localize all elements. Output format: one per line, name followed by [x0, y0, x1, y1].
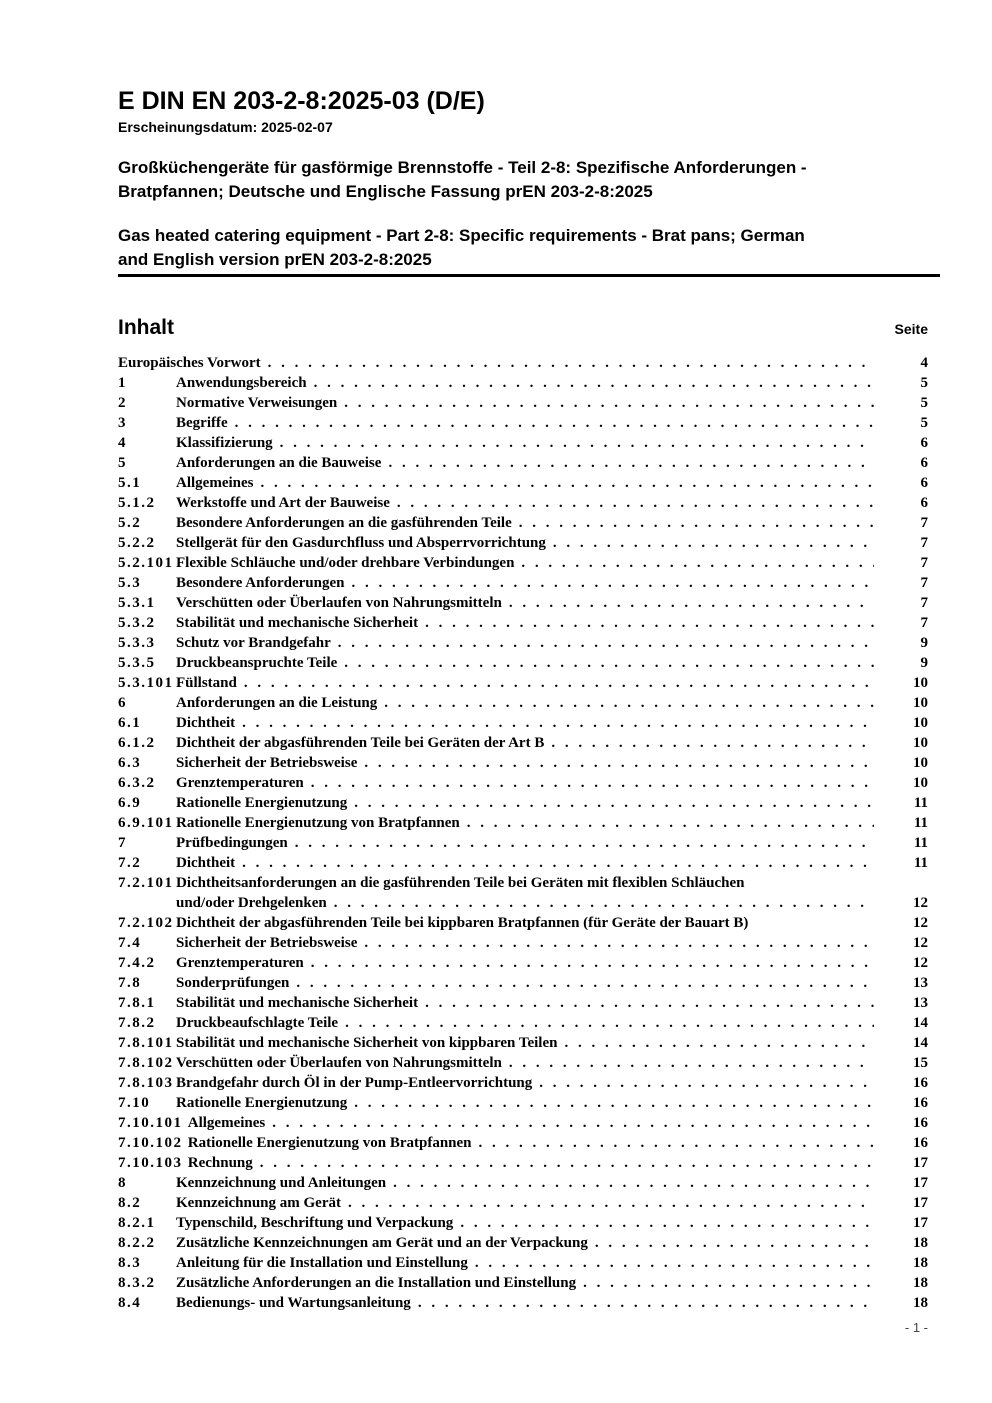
toc-leader-dots	[311, 953, 874, 973]
toc-entry-page: 16	[913, 1115, 928, 1131]
toc-entry-number: 5.3.5	[118, 655, 156, 671]
toc-entry-title: Sonderprüfungen	[176, 975, 290, 991]
toc-leader-dots	[235, 413, 874, 433]
english-title-line2: and English version prEN 203-2-8:2025	[118, 250, 432, 269]
toc-entry-page: 5	[920, 375, 928, 391]
toc-leader-dots	[384, 693, 874, 713]
toc-entry	[118, 513, 940, 533]
toc-entry-title: Anforderungen an die Bauweise	[176, 455, 382, 471]
toc-entry-number: 5.3.3	[118, 635, 156, 651]
toc-entry-page: 11	[913, 855, 928, 871]
toc-entry-title: Flexible Schläuche und/oder drehbare Verbindungen	[176, 555, 515, 571]
toc-entry-title: Prüfbedingungen	[176, 835, 288, 851]
toc-entry	[118, 973, 940, 993]
toc-entry	[118, 493, 940, 513]
toc-entry-number: 8.2.2	[118, 1235, 156, 1251]
toc-entry-title: Dichtheit	[176, 855, 236, 871]
toc-entry-page: 17	[913, 1195, 928, 1211]
toc-entry-page: 12	[913, 915, 928, 931]
toc-entry	[118, 573, 940, 593]
toc-entry	[118, 673, 940, 693]
toc-entry-number: 7.10.102	[118, 1135, 188, 1151]
toc-leader-dots	[539, 1073, 874, 1093]
toc-entry-number: 7.8.103	[118, 1075, 174, 1091]
toc-entry-title: Allgemeines	[176, 475, 254, 491]
toc-leader-dots	[314, 373, 874, 393]
toc-entry-number: 6.9.101	[118, 815, 174, 831]
toc-entry-title: Anforderungen an die Leistung	[176, 695, 378, 711]
toc-entry-title: Stabilität und mechanische Sicherheit	[176, 615, 419, 631]
toc-entry	[118, 1173, 940, 1193]
toc-leader-dots	[348, 1193, 874, 1213]
toc-entry-number: 5.2.101	[118, 555, 174, 571]
toc-entry	[118, 613, 940, 633]
toc-entry	[118, 813, 940, 833]
toc-entry	[118, 1053, 940, 1073]
toc-leader-dots	[393, 1173, 874, 1193]
toc-entry	[118, 413, 940, 433]
toc-entry-number: 5	[118, 455, 127, 471]
toc-entry-page: 10	[913, 715, 928, 731]
toc-entry	[118, 533, 940, 553]
toc-entry-title: Normative Verweisungen	[176, 395, 338, 411]
toc-entry-number: 8.2	[118, 1195, 142, 1211]
toc-entry-title: Besondere Anforderungen an die gasführenden Teile	[176, 515, 512, 531]
toc-entry-title: Füllstand	[176, 675, 237, 691]
toc-entry-number: 7.2.101	[118, 875, 174, 891]
toc-entry-number: 5.1	[118, 475, 142, 491]
toc-leader-dots	[272, 1113, 874, 1133]
toc-entry-page: 4	[920, 355, 928, 371]
toc-entry-number: 7.10	[118, 1095, 151, 1111]
toc-leader-dots	[354, 793, 874, 813]
toc-leader-dots	[242, 713, 874, 733]
toc-entry-page: 18	[913, 1295, 928, 1311]
toc-entry-title: Schutz vor Brandgefahr	[176, 635, 331, 651]
toc-entry	[118, 1073, 940, 1093]
footer-page-number: - 1 -	[904, 1320, 928, 1335]
toc-entry-page: 16	[913, 1095, 928, 1111]
toc-entry-number: 5.3	[118, 575, 142, 591]
toc-entry-title: Druckbeanspruchte Teile	[176, 655, 338, 671]
toc-leader-dots	[595, 1233, 874, 1253]
toc-leader-dots	[397, 493, 874, 513]
toc-entry	[118, 433, 940, 453]
toc-entry-number: 3	[118, 415, 127, 431]
toc-entry-number: 7.2.102	[118, 915, 174, 931]
release-date: Erscheinungsdatum: 2025-02-07	[118, 119, 333, 135]
toc-entry	[118, 833, 940, 853]
toc-entry	[118, 1093, 940, 1113]
toc-leader-dots	[467, 813, 874, 833]
toc-entry	[118, 1213, 940, 1233]
toc-entry-number: 6.3.2	[118, 775, 156, 791]
toc-entry-number: 7.10.103	[118, 1155, 188, 1171]
toc-entry	[118, 393, 940, 413]
toc-entry-page: 6	[920, 455, 928, 471]
toc-leader-dots	[475, 1253, 874, 1273]
toc-entry-title: Stabilität und mechanische Sicherheit	[176, 995, 419, 1011]
toc-entry-number: 5.3.101	[118, 675, 174, 691]
english-title	[118, 224, 940, 272]
toc-leader-dots	[521, 553, 874, 573]
toc-entry-page: 10	[913, 735, 928, 751]
toc-entry-title: Klassifizierung	[176, 435, 273, 451]
toc-entry-number: 5.3.1	[118, 595, 156, 611]
toc-leader-dots	[260, 1153, 874, 1173]
toc-entry-title: Verschütten oder Überlaufen von Nahrungsmitteln	[176, 1055, 502, 1071]
toc-leader-dots	[268, 353, 874, 373]
toc-leader-dots	[509, 1053, 874, 1073]
toc-entry-title: Zusätzliche Kennzeichnungen am Gerät und an der Verpackung	[176, 1235, 588, 1251]
toc-entry	[118, 593, 940, 613]
toc-entry-title: Werkstoffe und Art der Bauweise	[176, 495, 390, 511]
toc-entry-page: 18	[913, 1275, 928, 1291]
toc-entry-page: 14	[913, 1015, 928, 1031]
toc-entry-page: 17	[913, 1155, 928, 1171]
toc-entry-page: 10	[913, 755, 928, 771]
toc-entry	[118, 653, 940, 673]
toc-entry-page: 9	[920, 655, 928, 671]
toc-entry	[118, 753, 940, 773]
toc-entry-page: 15	[913, 1055, 928, 1071]
toc-entry-number: 8.2.1	[118, 1215, 156, 1231]
toc-leader-dots	[364, 753, 874, 773]
toc-entry	[118, 1133, 940, 1153]
toc-entry-page: 16	[913, 1135, 928, 1151]
toc-entry-title: Druckbeaufschlagte Teile	[176, 1015, 339, 1031]
toc-entry-number: 7.8.1	[118, 995, 156, 1011]
toc-leader-dots	[260, 473, 874, 493]
german-title	[118, 156, 940, 204]
toc-entry-page: 10	[913, 675, 928, 691]
toc-leader-dots	[479, 1133, 874, 1153]
toc-entry-page: 14	[913, 1035, 928, 1051]
toc-entry	[118, 953, 940, 973]
toc-leader-dots	[351, 573, 874, 593]
toc-entry-number: 6.1	[118, 715, 142, 731]
toc-list	[118, 353, 940, 1313]
toc-leader-dots	[296, 973, 874, 993]
toc-leader-dots	[338, 633, 874, 653]
toc-entry-number: 5.3.2	[118, 615, 156, 631]
toc-entry	[118, 733, 940, 753]
toc-leader-dots	[551, 733, 874, 753]
english-title-line1: Gas heated catering equipment - Part 2-8: Specific requirements - Brat pans; German	[118, 226, 805, 245]
toc-entry-page: 10	[913, 775, 928, 791]
toc-entry-number: 7.4.2	[118, 955, 156, 971]
toc-entry-title: Stellgerät für den Gasdurchfluss und Absperrvorrichtung	[176, 535, 546, 551]
toc-entry-title: Stabilität und mechanische Sicherheit von kippbaren Teilen	[176, 1035, 558, 1051]
toc-entry-number: 6.1.2	[118, 735, 156, 751]
toc-entry-number: 6.9	[118, 795, 142, 811]
toc-entry	[118, 1233, 940, 1253]
toc-entry-number: 7.8	[118, 975, 142, 991]
toc-entry-title: und/oder Drehgelenken	[176, 895, 327, 911]
toc-entry-number: 5.2	[118, 515, 142, 531]
toc-entry-title: Rationelle Energienutzung von Bratpfannen	[176, 815, 460, 831]
toc-entry	[118, 1273, 940, 1293]
toc-entry	[118, 553, 940, 573]
toc-entry	[118, 453, 940, 473]
toc-entry-title: Zusätzliche Anforderungen an die Installation und Einstellung	[176, 1275, 577, 1291]
toc-entry-number: 7.10.101	[118, 1115, 188, 1131]
toc-leader-dots	[242, 853, 874, 873]
toc-entry	[118, 713, 940, 733]
toc-entry	[118, 793, 940, 813]
toc-entry-title: Rationelle Energienutzung von Bratpfannen	[187, 1135, 472, 1151]
toc-entry-number: 7.8.102	[118, 1055, 174, 1071]
toc-leader-dots	[460, 1213, 874, 1233]
toc-entry-page: 10	[913, 695, 928, 711]
toc-leader-dots	[311, 773, 874, 793]
toc-leader-dots	[564, 1033, 874, 1053]
toc-entry-number: 8.4	[118, 1295, 142, 1311]
toc-entry-number: 7.8.2	[118, 1015, 156, 1031]
toc-entry-page: 7	[920, 595, 928, 611]
toc-entry	[118, 1193, 940, 1213]
toc-entry-page: 18	[913, 1235, 928, 1251]
toc-entry-page: 12	[913, 935, 928, 951]
toc-entry-number: 7.8.101	[118, 1035, 174, 1051]
toc-entry	[118, 693, 940, 713]
toc-leader-dots	[364, 933, 874, 953]
toc-entry-title: Kennzeichnung am Gerät	[176, 1195, 341, 1211]
toc-leader-dots	[334, 893, 874, 913]
toc-entry	[118, 1293, 940, 1313]
toc-entry-page: 12	[913, 955, 928, 971]
toc-entry-number: 2	[118, 395, 127, 411]
toc-entry-title: Sicherheit der Betriebsweise	[176, 755, 358, 771]
toc-entry-page: 13	[913, 995, 928, 1011]
toc-entry-title: Verschütten oder Überlaufen von Nahrungsmitteln	[176, 595, 502, 611]
toc-entry-title: Besondere Anforderungen	[176, 575, 345, 591]
toc-entry-page: 6	[920, 475, 928, 491]
toc-entry-page: 7	[920, 615, 928, 631]
toc-entry-title: Begriffe	[176, 415, 228, 431]
toc-entry-number: 6.3	[118, 755, 142, 771]
toc-entry	[118, 1033, 940, 1053]
german-title-line1: Großküchengeräte für gasförmige Brennstoffe - Teil 2-8: Spezifische Anforderungen -	[118, 158, 807, 177]
toc-entry	[118, 933, 940, 953]
toc-entry-title: Sicherheit der Betriebsweise	[176, 935, 358, 951]
toc-entry-number: 1	[118, 375, 127, 391]
toc-entry-page: 16	[913, 1075, 928, 1091]
toc-leader-dots	[295, 833, 874, 853]
toc-entry-title: Rechnung	[187, 1155, 253, 1171]
doc-number-title: E DIN EN 203-2-8:2025-03 (D/E)	[118, 87, 485, 115]
toc-entry-page: 5	[920, 415, 928, 431]
toc-entry-number: 8.3	[118, 1255, 142, 1271]
toc-entry-title: Grenztemperaturen	[176, 775, 304, 791]
toc-entry-title: Kennzeichnung und Anleitungen	[176, 1175, 387, 1191]
toc-entry-title: Bedienungs- und Wartungsanleitung	[176, 1295, 411, 1311]
toc-entry-page: 6	[920, 435, 928, 451]
toc-entry-title: Rationelle Energienutzung	[176, 795, 348, 811]
toc-entry-page: 11	[913, 795, 928, 811]
toc-entry	[118, 1013, 940, 1033]
toc-entry	[118, 913, 940, 933]
toc-entry-title: Dichtheit der abgasführenden Teile bei Geräten der Art B	[176, 735, 545, 751]
toc-entry-number: 5.2.2	[118, 535, 156, 551]
toc-leader-dots	[418, 1293, 874, 1313]
toc-leader-dots	[344, 393, 874, 413]
toc-entry-page: 12	[913, 895, 928, 911]
toc-leader-dots	[425, 613, 874, 633]
toc-leader-dots	[244, 673, 874, 693]
toc-entry	[118, 993, 940, 1013]
toc-entry-title: Rationelle Energienutzung	[176, 1095, 348, 1111]
toc-header	[118, 314, 940, 342]
toc-entry-page: 17	[913, 1175, 928, 1191]
toc-entry	[118, 373, 940, 393]
toc-heading: Inhalt	[118, 316, 174, 339]
toc-entry-number: 7.2	[118, 855, 142, 871]
toc-entry-title: Allgemeines	[187, 1115, 266, 1131]
toc-entry-page: 18	[913, 1255, 928, 1271]
toc-entry	[118, 1253, 940, 1273]
toc-entry-page: 6	[920, 495, 928, 511]
toc-entry	[118, 1113, 940, 1133]
toc-entry	[118, 893, 940, 913]
toc-entry-page: 7	[920, 575, 928, 591]
toc-entry	[118, 633, 940, 653]
toc-entry-number: 6	[118, 695, 127, 711]
toc-entry	[118, 873, 940, 893]
toc-entry-number: 8.3.2	[118, 1275, 156, 1291]
toc-entry-number: 5.1.2	[118, 495, 156, 511]
toc-entry-title: Typenschild, Beschriftung und Verpackung	[176, 1215, 454, 1231]
toc-leader-dots	[583, 1273, 874, 1293]
toc-entry-title: Dichtheit	[176, 715, 236, 731]
toc-entry	[118, 473, 940, 493]
toc-leader-dots	[509, 593, 874, 613]
toc-page-column-label: Seite	[894, 321, 928, 337]
toc-leader-dots	[425, 993, 874, 1013]
toc-leader-dots	[280, 433, 874, 453]
toc-entry	[118, 853, 940, 873]
toc-leader-dots	[553, 533, 874, 553]
toc-entry-title: Brandgefahr durch Öl in der Pump-Entleervorrichtung	[176, 1075, 533, 1091]
horizontal-divider	[118, 274, 940, 277]
toc-entry-page: 17	[913, 1215, 928, 1231]
toc-entry-page: 7	[920, 515, 928, 531]
toc-entry-page: 11	[913, 815, 928, 831]
toc-leader-dots	[344, 653, 874, 673]
toc-entry-number: 8	[118, 1175, 127, 1191]
toc-leader-dots	[519, 513, 874, 533]
toc-leader-dots	[354, 1093, 874, 1113]
toc-entry	[118, 353, 940, 373]
toc-leader-dots	[345, 1013, 874, 1033]
german-title-line2: Bratpfannen; Deutsche und Englische Fassung prEN 203-2-8:2025	[118, 182, 653, 201]
toc-entry-title: Europäisches Vorwort	[118, 355, 261, 371]
toc-entry-page: 5	[920, 395, 928, 411]
toc-entry-page: 13	[913, 975, 928, 991]
toc-entry-page: 7	[920, 535, 928, 551]
toc-entry-page: 7	[920, 555, 928, 571]
toc-entry-number: 4	[118, 435, 127, 451]
toc-entry-number: 7	[118, 835, 127, 851]
toc-entry	[118, 773, 940, 793]
toc-entry-title: Dichtheitsanforderungen an die gasführenden Teile bei Geräten mit flexiblen Schläuchen	[176, 875, 745, 891]
toc-leader-dots	[388, 453, 874, 473]
toc-entry-page: 11	[913, 835, 928, 851]
toc-entry-number: 7.4	[118, 935, 142, 951]
toc-entry-title: Grenztemperaturen	[176, 955, 304, 971]
toc-entry-title: Anwendungsbereich	[176, 375, 307, 391]
toc-entry-title: Anleitung für die Installation und Einstellung	[176, 1255, 468, 1271]
toc-entry-title: Dichtheit der abgasführenden Teile bei kippbaren Bratpfannen (für Geräte der Bauart B)	[176, 915, 749, 931]
toc-entry	[118, 1153, 940, 1173]
toc-entry-page: 9	[920, 635, 928, 651]
